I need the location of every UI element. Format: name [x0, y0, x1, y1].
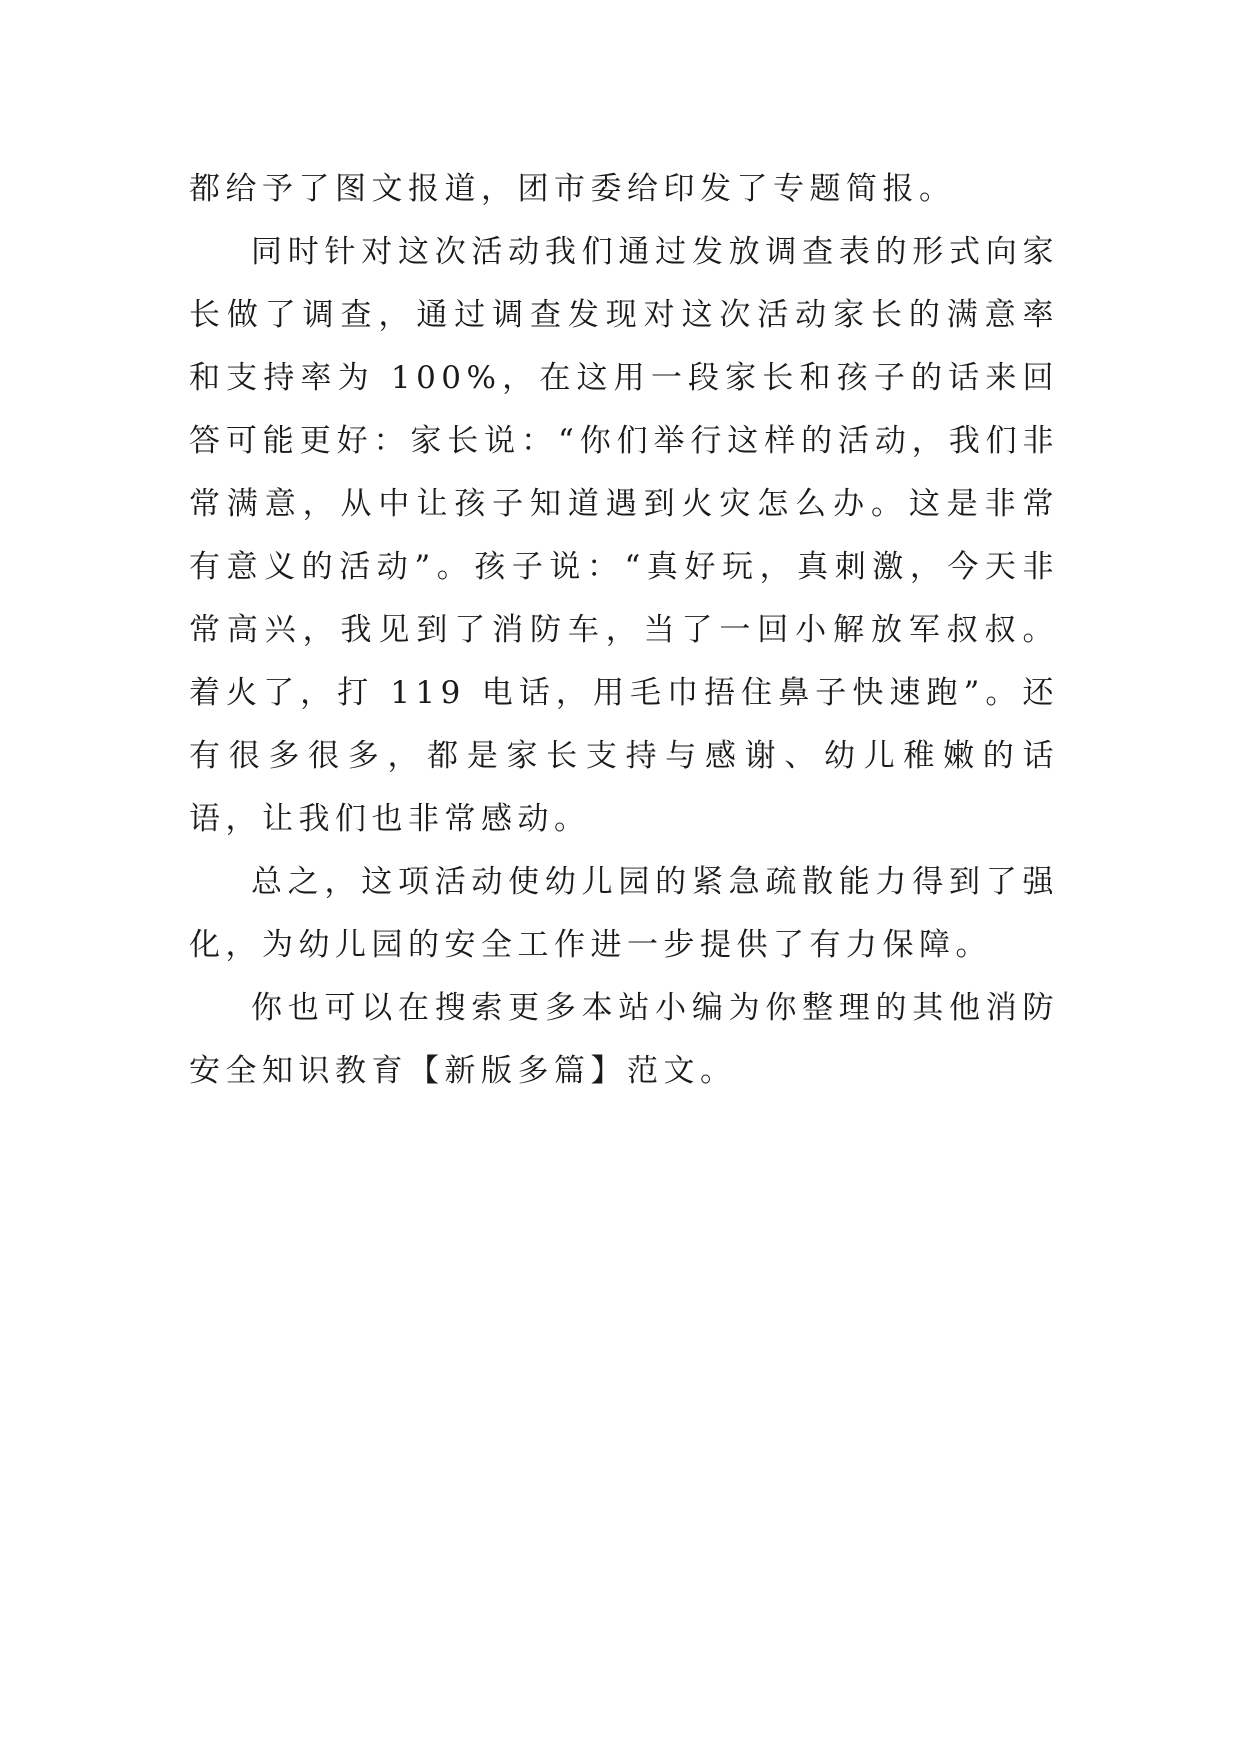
paragraph-more-articles: 你也可以在搜索更多本站小编为你整理的其他消防安全知识教育【新版多篇】范文。: [189, 990, 1059, 1089]
paragraph-survey-results: 同时针对这次活动我们通过发放调查表的形式向家长做了调查，通过调查发现对这次活动家长的满意率和支持率为 100%，在这用一段家长和孩子的话来回答可能更好：家长说：“你们举行这样的活动，我们非常满意，从中让孩子知道遇到火灾怎么办。这是非常有意义的活动”。孩子说：“真好玩，真刺激，今天非常高兴，我见到了消防车，当了一回小解放军叔叔。着火了，打 119 电话，用毛巾捂住鼻子快速跑”。还有很多很多，都是家长支持与感谢、幼儿稚嫩的话语，让我们也非常感动。: [189, 234, 1059, 837]
paragraph-conclusion: 总之，这项活动使幼儿园的紧急疏散能力得到了强化，为幼儿园的安全工作进一步提供了有力保障。: [189, 864, 1059, 963]
document-body: [189, 158, 1059, 1103]
paragraph-continuation: 都给予了图文报道，团市委给印发了专题简报。: [189, 171, 956, 207]
